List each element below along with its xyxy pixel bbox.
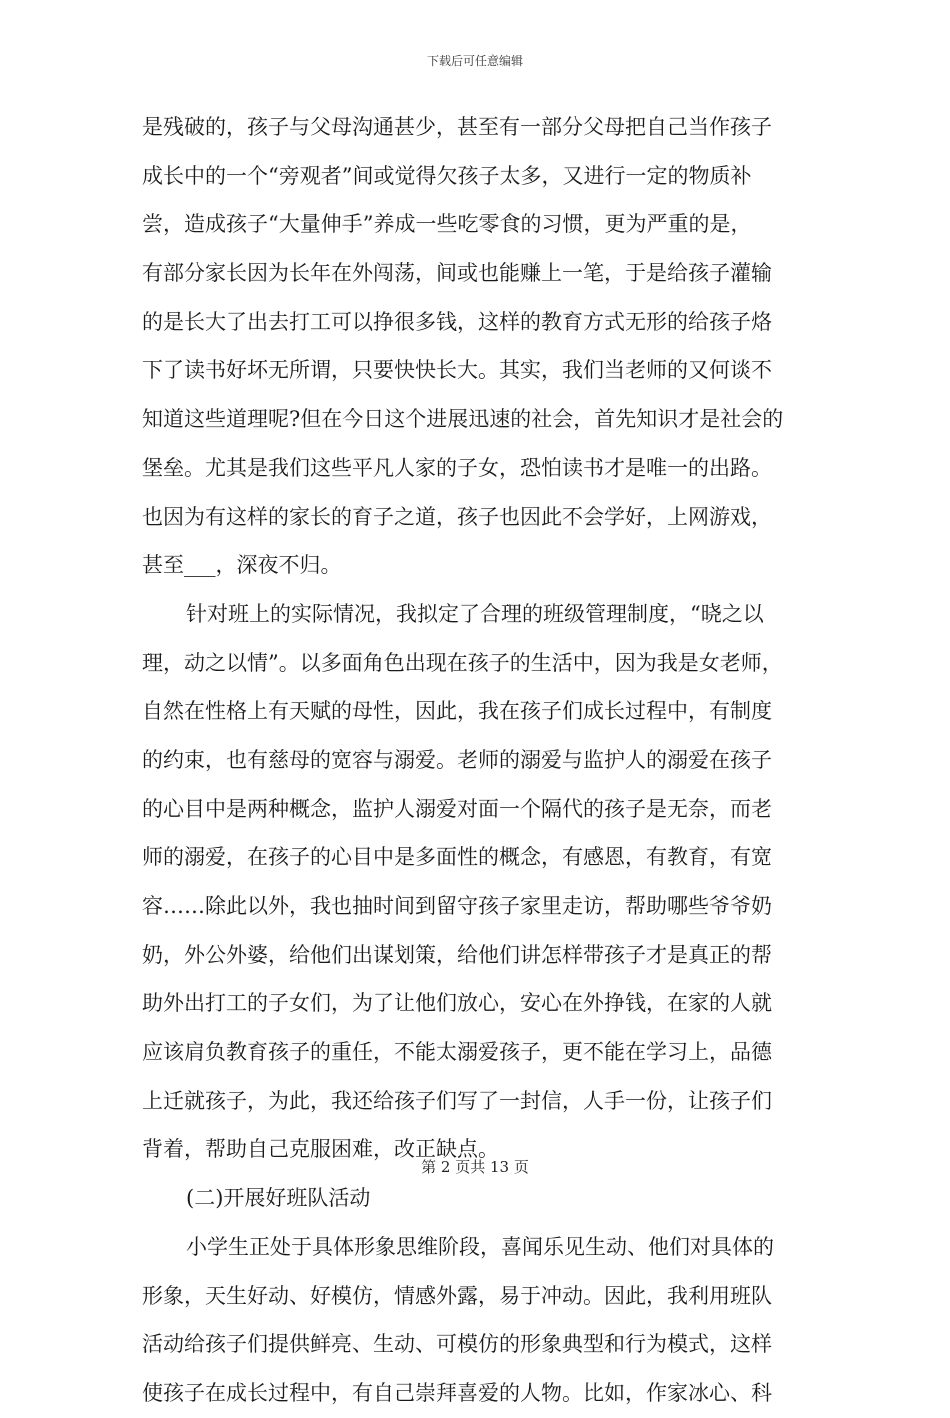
text-line: 知道这些道理呢?但在今日这个进展迅速的社会，首先知识才是社会的	[142, 407, 784, 432]
text-line: 容……除此以外，我也抽时间到留守孩子家里走访，帮助哪些爷爷奶	[142, 894, 772, 918]
text-line: 的约束，也有慈母的宽容与溺爱。老师的溺爱与监护人的溺爱在孩子	[142, 747, 772, 772]
text-line: 应该肩负教育孩子的重任，不能太溺爱孩子，更不能在学习上，品德	[142, 1040, 772, 1065]
page-header: 下载后可任意编辑	[426, 54, 523, 68]
text-line: 堡垒。尤其是我们这些平凡人家的子女，恐怕读书才是唯一的出路。	[142, 455, 772, 480]
text-line: 理，动之以情”。以多面角色出现在孩子的生活中，因为我是女老师，	[142, 650, 783, 675]
text-line: 有部分家长因为长年在外闯荡，间或也能赚上一笔，于是给孩子灌输	[142, 261, 772, 286]
paragraph-start-line: 针对班上的实际情况，我拟定了合理的班级管理制度，“晓之以	[186, 601, 764, 626]
text-line: 形象，天生好动、好模仿，情感外露，易于冲动。因此，我利用班队	[142, 1283, 772, 1308]
text-line: 下了读书好坏无所谓，只要快快长大。其实，我们当老师的又何谈不	[142, 358, 772, 383]
text-line: 尝，造成孩子“大量伸手”养成一些吃零食的习惯，更为严重的是，	[142, 212, 752, 237]
text-line: 助外出打工的子女们，为了让他们放心，安心在外挣钱，在家的人就	[142, 991, 772, 1016]
text-line: 上迁就孩子，为此，我还给孩子们写了一封信，人手一份，让孩子们	[142, 1088, 772, 1113]
text-line: 是残破的，孩子与父母沟通甚少，甚至有一部分父母把自己当作孩子	[142, 115, 772, 139]
text-line: 成长中的一个“旁观者”间或觉得欠孩子太多，又进行一定的物质补	[142, 163, 752, 188]
text-line: 的是长大了出去打工可以挣很多钱，这样的教育方式无形的给孩子烙	[142, 309, 772, 334]
document-body	[142, 103, 814, 1418]
text-line: 也因为有这样的家长的育子之道，孩子也因此不会学好，上网游戏，	[142, 504, 772, 529]
text-line: 背着，帮助自己克服困难，改正缺点。	[142, 1137, 499, 1162]
text-line: 奶，外公外婆，给他们出谋划策，给他们讲怎样带孩子才是真正的帮	[142, 942, 772, 967]
text-line: 师的溺爱，在孩子的心目中是多面性的概念，有感恩，有教育，有宽	[142, 845, 772, 870]
page-footer: 第 2 页共 13 页	[421, 1158, 529, 1176]
section-heading: (二)开展好班队活动	[186, 1186, 371, 1211]
text-line: 活动给孩子们提供鲜亮、生动、可模仿的形象典型和行为模式，这样	[142, 1332, 772, 1357]
text-line: 自然在性格上有天赋的母性，因此，我在孩子们成长过程中，有制度	[142, 699, 772, 724]
text-line: 的心目中是两种概念，监护人溺爱对面一个隔代的孩子是无奈，而老	[142, 796, 772, 821]
text-line: 甚至___，深夜不归。	[142, 553, 342, 578]
text-line: 使孩子在成长过程中，有自己崇拜喜爱的人物。比如，作家冰心、科	[142, 1380, 772, 1405]
paragraph-start-line: 小学生正处于具体形象思维阶段，喜闻乐见生动、他们对具体的	[186, 1234, 774, 1259]
